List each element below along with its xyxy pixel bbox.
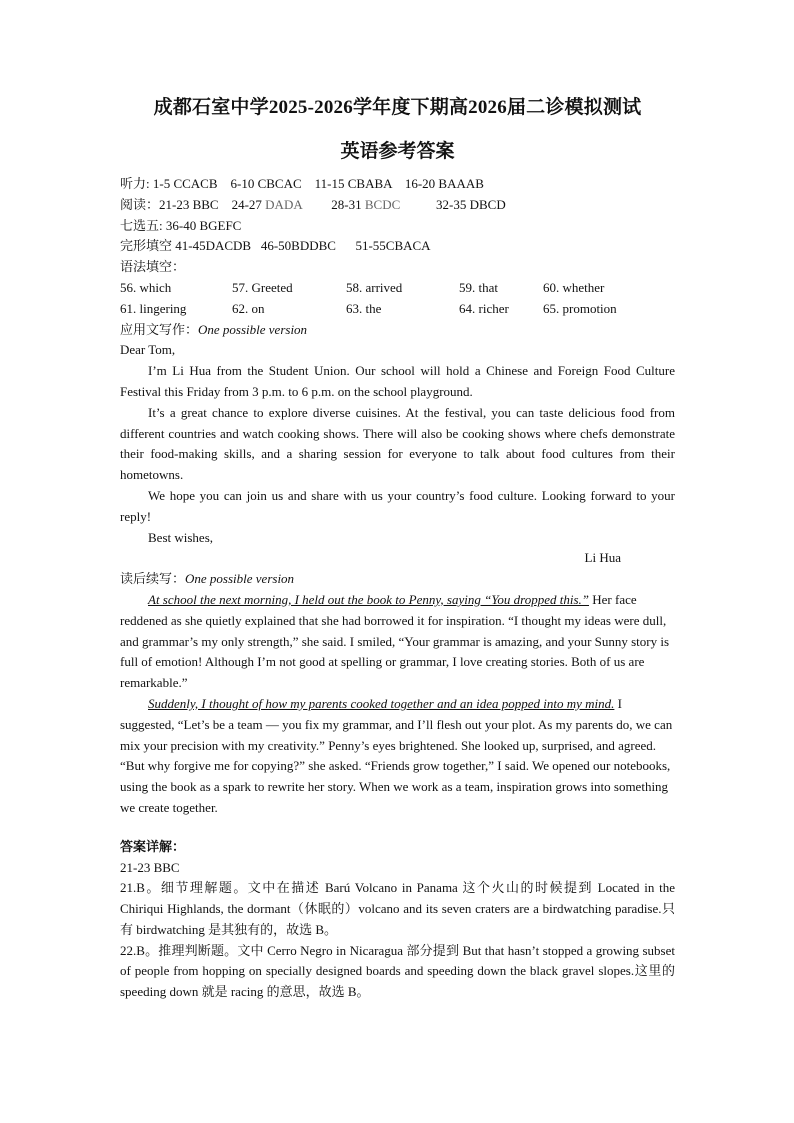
grammar-row xyxy=(120,278,675,299)
reading-answers xyxy=(120,195,675,216)
grammar-answer: 60. whether xyxy=(543,279,605,295)
grammar-answer: 65. promotion xyxy=(543,300,617,316)
letter-paragraph: I’m Li Hua from the Student Union. Our school will hold a Chinese and Foreign Food Culture Festival this Friday from 3 p.m. to 6 p.m. on the school playground. xyxy=(120,363,675,399)
reading-tail: 32-35 DBCD xyxy=(400,196,506,212)
explanation-item: 21.B。细节理解题。文中在描述 Barú Volcano in Panama 这个火山的时候提到 Located in the Chiriqui Highlands, the dormant（休眠的）volcano and its seven craters are a birdwatching paradise.只有 birdwatching 是其独有的，故选 B。 xyxy=(120,880,675,937)
page-title: 成都石室中学2025-2026学年度下期高2026届二诊模拟测试 xyxy=(153,97,642,118)
grammar-answer: 56. which xyxy=(120,279,172,295)
continuation-paragraph-text: I suggested, “Let’s be a team — you fix my grammar, and I’ll flesh out your plot. As my parents do, we can mix your precision with my creativity.” Penny’s eyes brightened. She looked up, surprised, and agreed. “But why forgive me for copying?” she asked. “Friends grow together,” I said. We opened our notebooks, using the book as a spark to rewrite her story. When we work as a team, inspiration grows into something we create together. xyxy=(120,695,673,815)
grammar-answer: 59. that xyxy=(459,279,498,295)
grammar-label: 语法填空： xyxy=(120,259,186,275)
answer-key-page xyxy=(120,96,675,1003)
grammar-answer: 57. Greeted xyxy=(232,279,293,295)
page-subtitle: 英语参考答案 xyxy=(340,141,455,162)
continuation-paragraph xyxy=(120,694,675,819)
cloze-answers: 完形填空 41-45DACDB 46-50BDDBC 51-55CBACA xyxy=(120,238,431,254)
grammar-answer: 62. on xyxy=(232,300,265,316)
grammar-answer: 63. the xyxy=(346,300,382,316)
continuation-paragraph xyxy=(120,590,675,694)
continuation-label: 读后续写： xyxy=(120,571,186,587)
letter-salutation: Dear Tom, xyxy=(120,342,176,358)
reading-answer-24-27: DADA xyxy=(265,196,303,212)
spacer xyxy=(120,819,675,837)
explanation-item: 22.B。推理判断题。文中 Cerro Negro in Nicaragua 部分提到 But that hasn’t stopped a growing subset of people from hopping on specially designed boards and speeding down the black gravel slopes.这里的 speeding down 就是 racing 的意思，故选 B。 xyxy=(120,942,675,1000)
letter-signature: Li Hua xyxy=(584,550,621,566)
reading-gap: 28-31 xyxy=(302,196,365,212)
continuation-version: One possible version xyxy=(185,571,295,587)
writing-version: One possible version xyxy=(198,321,308,337)
continuation-heading xyxy=(120,569,675,590)
seven-choice-answers: 七选五: 36-40 BGEFC xyxy=(120,217,242,233)
writing-heading xyxy=(120,320,675,341)
grammar-answer: 58. arrived xyxy=(346,279,403,295)
continuation-opening-sentence: Suddenly, I thought of how my parents cooked together and an idea popped into my mind. xyxy=(148,695,615,711)
explanation-group: 21-23 BBC xyxy=(120,859,180,875)
writing-label: 应用文写作： xyxy=(120,321,199,337)
explanation-heading: 答案详解： xyxy=(120,838,186,854)
letter-paragraph: It’s a great chance to explore diverse cuisines. At the festival, you can taste delicious food from different countries and watch cooking shows. There will also be cooking shows where chefs demonstrate their food-making skills, and a sharing session for everyone to talk about food cultures from their hometowns. xyxy=(120,404,675,483)
continuation-opening-sentence: At school the next morning, I held out the book to Penny, saying “You dropped this.” xyxy=(148,591,590,607)
letter-paragraph: We hope you can join us and share with us your country’s food culture. Looking forward to your reply! xyxy=(120,487,675,524)
letter-closing: Best wishes, xyxy=(148,529,213,545)
grammar-answer: 64. richer xyxy=(459,300,509,316)
grammar-row xyxy=(120,299,675,320)
reading-answer-28-31: BCDC xyxy=(364,196,401,212)
grammar-answer: 61. lingering xyxy=(120,300,187,316)
reading-label: 阅读：21-23 BBC 24-27 xyxy=(120,196,266,212)
listening-answers: 听力: 1-5 CCACB 6-10 CBCAC 11-15 CBABA 16-20 BAAAB xyxy=(120,176,484,191)
continuation-paragraph-text: Her face reddened as she quietly explained that she had borrowed it for inspiration. “I thought my ideas were dull, and grammar’s my only strength,” she said. I smiled, “Your grammar is amazing, and your Sunny story is full of emotion! Although I’m not good at spelling or grammar, I love creating stories. Both of us are remarkable.” xyxy=(120,591,670,691)
